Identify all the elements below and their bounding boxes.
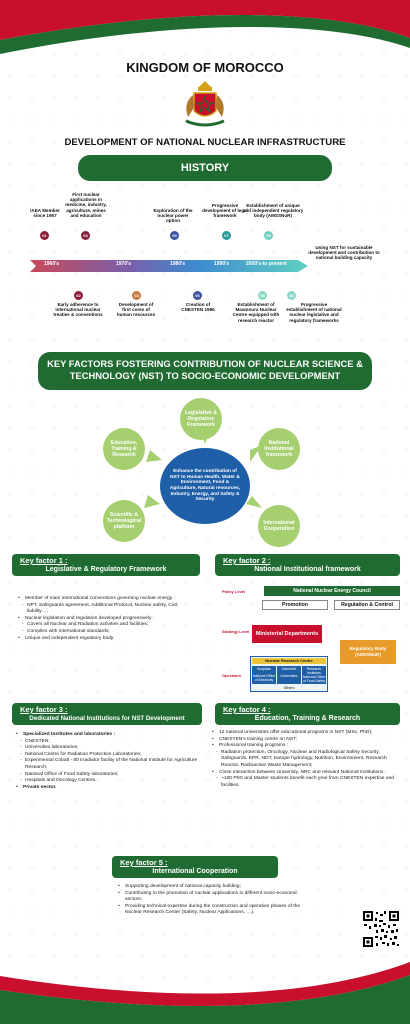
council-box: National Nuclear Energy Council bbox=[264, 586, 400, 596]
policy-level-label: Policy Level bbox=[222, 589, 246, 594]
operators-col-1 bbox=[252, 666, 276, 684]
event-10-marker: 10 bbox=[287, 291, 296, 300]
kf2-header bbox=[215, 554, 400, 576]
event-04-marker: 04 bbox=[132, 291, 141, 300]
research-institutes-label: Research Institutes bbox=[306, 667, 322, 675]
history-banner: HISTORY bbox=[78, 155, 332, 181]
node-scientific: Scientific & Technological platform bbox=[103, 500, 145, 542]
research-centre-box: Nuclear Research Centre bbox=[252, 658, 326, 664]
event-03-marker: 03 bbox=[81, 231, 90, 240]
list-item: - Covers all Nuclear and Radiation activities and facilities; bbox=[18, 622, 198, 629]
operators-col-3 bbox=[302, 666, 326, 684]
list-item: - CNESTEN; bbox=[16, 739, 204, 746]
decade-1970: 1970's bbox=[116, 261, 132, 267]
regulatory-body-box: Regulatory Body (AMSSNuR) bbox=[340, 640, 396, 664]
event-02-text: Early adherence to international nuclear treaties & conventions bbox=[53, 302, 103, 318]
kf5-label: Key factor 5 : bbox=[120, 858, 168, 867]
node-legislative: Legislative & Regulatory Framework bbox=[180, 398, 222, 440]
key-factors-banner: KEY FACTORS FOSTERING CONTRIBUTION OF NUCLEAR SCIENCE & TECHNOLOGY (NST) TO SOCIO-ECONOMIC DEVELOPMENT bbox=[38, 352, 372, 390]
list-item: - NPT, Safeguards agreement, Additional Protocol, Nuclear safety, Civil liability…; bbox=[18, 603, 198, 616]
event-05-marker: 05 bbox=[170, 231, 179, 240]
event-02-marker: 02 bbox=[74, 291, 83, 300]
kf5-title: International Cooperation bbox=[152, 868, 238, 875]
decade-1980: 1980's bbox=[170, 261, 186, 267]
event-07-text: Progressive development of legal framework bbox=[202, 203, 248, 219]
list-item: • Providing technical expertise during the construction and operation phases of the Nuclear Research Center (Safety, Nuclear Applications, …). bbox=[118, 904, 304, 917]
event-03-text: First nuclear applications in medicine, industry, agriculture, mines and education bbox=[65, 192, 107, 218]
decade-2000: 2000's-to present bbox=[246, 261, 287, 267]
event-04-text: Development of first cores of human resources bbox=[116, 302, 156, 318]
list-item: • Member of main international conventions governing nuclear energy : bbox=[18, 596, 198, 603]
list-item: - Experimental Cobalt - 60 irradiator facility of the National Institute for Agriculture Research; bbox=[16, 758, 204, 771]
kf3-header bbox=[12, 703, 202, 725]
list-item: • CNESTEN's training centre on NST; bbox=[212, 737, 404, 744]
center-goal: Enhance the contribution of NST to Human Health, Water & Environment, Food & Agriculture, Natural resources, Industry, Energy, and Safety & Security bbox=[160, 448, 250, 524]
list-item: - National Centre for Radiation Protection Laboratories; bbox=[16, 752, 204, 759]
event-01-text: IAEA Member since 1957 bbox=[30, 208, 60, 219]
list-item: • Professional training programs : bbox=[212, 743, 404, 750]
kf4-list bbox=[212, 730, 404, 789]
promotion-box: Promotion bbox=[262, 600, 328, 610]
kf1-header bbox=[12, 554, 200, 576]
kf2-title: National Institutional framework bbox=[254, 566, 361, 573]
node-institutional: National Institutional framework bbox=[258, 428, 300, 470]
event-10-text: Progressive establishment of national nuclear legislative and regulatory frameworks bbox=[286, 302, 342, 323]
event-09-marker: 09 bbox=[264, 231, 273, 240]
kingdom-title: KINGDOM OF MOROCCO bbox=[126, 60, 284, 75]
node-international: International Cooperation bbox=[258, 505, 300, 547]
kf3-list bbox=[16, 732, 204, 791]
list-item: - ~100 PhD and Master students benefit each year from CNESTEN expertise and facilities. bbox=[212, 776, 404, 789]
list-item: • Nuclear legislation and regulation developed progressively : bbox=[18, 616, 198, 623]
kf1-list bbox=[18, 596, 198, 642]
others-label: Others bbox=[283, 686, 295, 690]
onee-label: National Office of Electricity bbox=[252, 674, 276, 682]
regulation-box: Regulation & Control bbox=[334, 600, 400, 610]
kf4-title: Education, Training & Research bbox=[254, 715, 361, 722]
list-item: - Radiation protection, Oncology, Nuclear and Radiological Safety Security, Safeguards, EPR, NDT, Isotope hydrology, Nutrition, Environment, Research Reactor, Radioactive Waste Management; bbox=[212, 750, 404, 770]
kf4-header bbox=[215, 703, 400, 725]
qr-code-icon[interactable] bbox=[362, 910, 400, 948]
kf2-label: Key factor 2 : bbox=[223, 556, 271, 565]
list-item: - National Office of Food Safety laboratories; bbox=[16, 772, 204, 779]
list-item: • Contributing to the promotion of nuclear applications in different socio-economic sectors; bbox=[118, 891, 304, 904]
hospitals-label: Hospitals bbox=[257, 667, 271, 671]
event-08-marker: 08 bbox=[258, 291, 267, 300]
event-05-text: Exploration of the nuclear power option bbox=[153, 208, 193, 224]
list-item: • Unique and independent regulatory body. bbox=[18, 636, 198, 643]
node-education: Education, Training & Research bbox=[103, 428, 145, 470]
event-06-marker: 06 bbox=[193, 291, 202, 300]
decade-1960: 1960's bbox=[44, 261, 60, 267]
decade-1990: 1990's bbox=[214, 261, 230, 267]
list-item: - Universities laboratories; bbox=[16, 745, 204, 752]
kf1-title: Legislative & Regulatory Framework bbox=[45, 566, 167, 573]
industries-label: Industries bbox=[281, 667, 297, 671]
coat-of-arms-emblem bbox=[178, 77, 232, 129]
future-text: Using NST for sustainable development and contribution to national building capacity bbox=[308, 245, 380, 261]
event-08-text: Establishment of Maamoura Nuclear Centre equipped with research reactor bbox=[232, 302, 280, 323]
ministerial-box: Ministerial Departments bbox=[252, 625, 322, 643]
kf4-label: Key factor 4 : bbox=[223, 705, 271, 714]
list-item: • Close interaction between University, NRC and relevant National Institutions : bbox=[212, 770, 404, 777]
onssa-label: National Office of Food Safety bbox=[302, 675, 326, 683]
list-item: • Specialized Institutes and laboratories : bbox=[16, 732, 204, 739]
list-item: - Complies with international standards; bbox=[18, 629, 198, 636]
list-item: - Hospitals and Oncology Centres. bbox=[16, 778, 204, 785]
kf1-label: Key factor 1 : bbox=[20, 556, 68, 565]
kf5-list bbox=[118, 884, 304, 917]
main-title: DEVELOPMENT OF NATIONAL NUCLEAR INFRASTRUCTURE bbox=[64, 137, 346, 148]
event-06-text: Creation of CNESTEN 1986 bbox=[181, 302, 215, 313]
list-item: • Supporting development of national capacity building; bbox=[118, 884, 304, 891]
kf3-label: Key factor 3 : bbox=[20, 705, 68, 714]
event-09-text: Establishment of unique and independent regulatory body (AMSSNuR) bbox=[242, 203, 304, 219]
kf5-header bbox=[112, 856, 278, 878]
event-01-marker: 01 bbox=[40, 231, 49, 240]
list-item: • Private sector. bbox=[16, 785, 204, 792]
operators-col-2 bbox=[277, 666, 301, 684]
universities-label: Universities bbox=[280, 674, 298, 678]
list-item: • 12 national universities offer educational programs in NST (MSc, PhD); bbox=[212, 730, 404, 737]
operators-label: Operators bbox=[222, 673, 242, 678]
event-07-marker: 07 bbox=[222, 231, 231, 240]
strategy-level-label: Strategy Level bbox=[222, 629, 250, 634]
kf3-title: Dedicated National Institutions for NST Development bbox=[29, 715, 185, 722]
